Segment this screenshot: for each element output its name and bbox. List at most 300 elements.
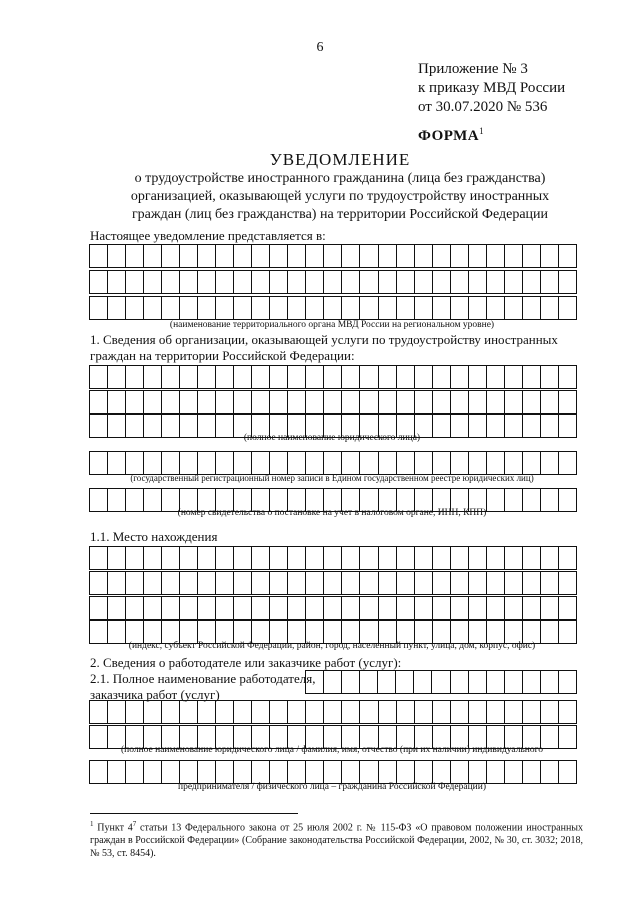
input-cell[interactable]	[234, 245, 252, 267]
input-cell[interactable]	[433, 391, 451, 413]
input-cell[interactable]	[252, 366, 270, 388]
input-cell[interactable]	[487, 245, 505, 267]
input-cell[interactable]	[469, 547, 487, 569]
input-cell[interactable]	[469, 621, 487, 643]
input-cell[interactable]	[487, 671, 505, 693]
input-cell[interactable]	[180, 547, 198, 569]
input-cell[interactable]	[433, 245, 451, 267]
input-cell[interactable]	[144, 297, 162, 319]
input-cell[interactable]	[252, 245, 270, 267]
input-cell[interactable]	[324, 761, 342, 783]
input-cell[interactable]	[360, 271, 378, 293]
input-cell[interactable]	[234, 572, 252, 594]
input-cell[interactable]	[397, 572, 415, 594]
input-cell[interactable]	[414, 671, 432, 693]
input-cell[interactable]	[90, 597, 108, 619]
input-cell[interactable]	[252, 597, 270, 619]
input-cell[interactable]	[198, 597, 216, 619]
input-cell[interactable]	[451, 621, 469, 643]
input-cell[interactable]	[505, 572, 523, 594]
input-cell[interactable]	[216, 245, 234, 267]
address-grid-2[interactable]	[89, 571, 577, 595]
input-cell[interactable]	[288, 366, 306, 388]
input-cell[interactable]	[270, 621, 288, 643]
address-grid-1[interactable]	[89, 546, 577, 570]
input-cell[interactable]	[342, 701, 360, 723]
input-cell[interactable]	[144, 761, 162, 783]
input-cell[interactable]	[198, 621, 216, 643]
input-cell[interactable]	[379, 391, 397, 413]
input-cell[interactable]	[198, 761, 216, 783]
input-cell[interactable]	[397, 245, 415, 267]
input-cell[interactable]	[162, 452, 180, 474]
input-cell[interactable]	[415, 366, 433, 388]
input-cell[interactable]	[288, 391, 306, 413]
input-cell[interactable]	[541, 701, 559, 723]
input-cell[interactable]	[559, 366, 576, 388]
input-cell[interactable]	[162, 621, 180, 643]
input-cell[interactable]	[162, 271, 180, 293]
input-cell[interactable]	[180, 701, 198, 723]
input-cell[interactable]	[451, 366, 469, 388]
input-cell[interactable]	[523, 671, 541, 693]
input-cell[interactable]	[487, 621, 505, 643]
input-cell[interactable]	[324, 671, 342, 693]
input-cell[interactable]	[360, 701, 378, 723]
input-cell[interactable]	[433, 366, 451, 388]
input-cell[interactable]	[126, 547, 144, 569]
input-cell[interactable]	[505, 366, 523, 388]
input-cell[interactable]	[559, 547, 576, 569]
input-cell[interactable]	[126, 297, 144, 319]
input-cell[interactable]	[559, 701, 576, 723]
input-cell[interactable]	[379, 572, 397, 594]
input-cell[interactable]	[288, 761, 306, 783]
input-cell[interactable]	[108, 761, 126, 783]
input-cell[interactable]	[379, 761, 397, 783]
input-cell[interactable]	[306, 597, 324, 619]
input-cell[interactable]	[144, 597, 162, 619]
input-cell[interactable]	[234, 621, 252, 643]
input-cell[interactable]	[433, 547, 451, 569]
input-cell[interactable]	[216, 701, 234, 723]
input-cell[interactable]	[324, 366, 342, 388]
input-cell[interactable]	[397, 547, 415, 569]
input-cell[interactable]	[432, 671, 450, 693]
ogrn-grid[interactable]	[89, 451, 577, 475]
input-cell[interactable]	[288, 572, 306, 594]
input-cell[interactable]	[144, 245, 162, 267]
input-cell[interactable]	[252, 761, 270, 783]
input-cell[interactable]	[342, 297, 360, 319]
input-cell[interactable]	[379, 452, 397, 474]
input-cell[interactable]	[342, 621, 360, 643]
input-cell[interactable]	[505, 391, 523, 413]
input-cell[interactable]	[487, 366, 505, 388]
input-cell[interactable]	[505, 245, 523, 267]
input-cell[interactable]	[270, 761, 288, 783]
input-cell[interactable]	[433, 452, 451, 474]
input-cell[interactable]	[469, 391, 487, 413]
input-cell[interactable]	[360, 671, 378, 693]
input-cell[interactable]	[288, 547, 306, 569]
input-cell[interactable]	[108, 452, 126, 474]
input-cell[interactable]	[216, 366, 234, 388]
input-cell[interactable]	[505, 701, 523, 723]
input-cell[interactable]	[252, 271, 270, 293]
input-cell[interactable]	[90, 761, 108, 783]
input-cell[interactable]	[451, 597, 469, 619]
input-cell[interactable]	[342, 245, 360, 267]
input-cell[interactable]	[433, 271, 451, 293]
input-cell[interactable]	[144, 621, 162, 643]
input-cell[interactable]	[270, 366, 288, 388]
input-cell[interactable]	[451, 391, 469, 413]
input-cell[interactable]	[162, 701, 180, 723]
input-cell[interactable]	[90, 297, 108, 319]
input-cell[interactable]	[342, 761, 360, 783]
input-cell[interactable]	[541, 761, 559, 783]
territorial-organ-grid-2[interactable]	[89, 270, 577, 294]
input-cell[interactable]	[324, 245, 342, 267]
input-cell[interactable]	[216, 452, 234, 474]
input-cell[interactable]	[541, 547, 559, 569]
input-cell[interactable]	[252, 452, 270, 474]
input-cell[interactable]	[360, 547, 378, 569]
input-cell[interactable]	[505, 297, 523, 319]
input-cell[interactable]	[559, 452, 576, 474]
input-cell[interactable]	[523, 366, 541, 388]
input-cell[interactable]	[90, 572, 108, 594]
employer-name-grid-inline[interactable]	[305, 670, 577, 694]
input-cell[interactable]	[523, 572, 541, 594]
input-cell[interactable]	[379, 245, 397, 267]
input-cell[interactable]	[234, 297, 252, 319]
input-cell[interactable]	[234, 761, 252, 783]
input-cell[interactable]	[180, 366, 198, 388]
input-cell[interactable]	[180, 391, 198, 413]
input-cell[interactable]	[306, 271, 324, 293]
input-cell[interactable]	[487, 597, 505, 619]
input-cell[interactable]	[469, 297, 487, 319]
input-cell[interactable]	[415, 271, 433, 293]
input-cell[interactable]	[252, 547, 270, 569]
input-cell[interactable]	[415, 572, 433, 594]
input-cell[interactable]	[541, 671, 559, 693]
input-cell[interactable]	[469, 366, 487, 388]
input-cell[interactable]	[252, 572, 270, 594]
input-cell[interactable]	[324, 271, 342, 293]
input-cell[interactable]	[523, 621, 541, 643]
input-cell[interactable]	[342, 452, 360, 474]
input-cell[interactable]	[451, 271, 469, 293]
input-cell[interactable]	[108, 366, 126, 388]
input-cell[interactable]	[162, 547, 180, 569]
input-cell[interactable]	[559, 597, 576, 619]
input-cell[interactable]	[541, 597, 559, 619]
input-cell[interactable]	[559, 271, 576, 293]
legal-entity-name-grid-2[interactable]	[89, 390, 577, 414]
input-cell[interactable]	[90, 271, 108, 293]
input-cell[interactable]	[180, 452, 198, 474]
input-cell[interactable]	[324, 452, 342, 474]
input-cell[interactable]	[487, 297, 505, 319]
input-cell[interactable]	[559, 245, 576, 267]
input-cell[interactable]	[469, 597, 487, 619]
input-cell[interactable]	[505, 621, 523, 643]
input-cell[interactable]	[559, 572, 576, 594]
input-cell[interactable]	[433, 761, 451, 783]
input-cell[interactable]	[108, 701, 126, 723]
input-cell[interactable]	[162, 761, 180, 783]
input-cell[interactable]	[379, 366, 397, 388]
input-cell[interactable]	[144, 547, 162, 569]
input-cell[interactable]	[469, 701, 487, 723]
input-cell[interactable]	[288, 597, 306, 619]
input-cell[interactable]	[559, 761, 576, 783]
input-cell[interactable]	[126, 621, 144, 643]
input-cell[interactable]	[270, 701, 288, 723]
input-cell[interactable]	[180, 245, 198, 267]
input-cell[interactable]	[360, 366, 378, 388]
input-cell[interactable]	[487, 547, 505, 569]
input-cell[interactable]	[342, 547, 360, 569]
input-cell[interactable]	[270, 245, 288, 267]
input-cell[interactable]	[306, 452, 324, 474]
input-cell[interactable]	[415, 597, 433, 619]
input-cell[interactable]	[288, 271, 306, 293]
input-cell[interactable]	[270, 271, 288, 293]
input-cell[interactable]	[126, 452, 144, 474]
input-cell[interactable]	[523, 761, 541, 783]
input-cell[interactable]	[541, 366, 559, 388]
input-cell[interactable]	[342, 366, 360, 388]
input-cell[interactable]	[108, 597, 126, 619]
input-cell[interactable]	[162, 297, 180, 319]
input-cell[interactable]	[216, 391, 234, 413]
input-cell[interactable]	[108, 297, 126, 319]
input-cell[interactable]	[198, 297, 216, 319]
input-cell[interactable]	[126, 572, 144, 594]
input-cell[interactable]	[415, 245, 433, 267]
input-cell[interactable]	[270, 597, 288, 619]
input-cell[interactable]	[415, 452, 433, 474]
input-cell[interactable]	[505, 271, 523, 293]
input-cell[interactable]	[559, 297, 576, 319]
legal-entity-name-grid-1[interactable]	[89, 365, 577, 389]
input-cell[interactable]	[198, 366, 216, 388]
input-cell[interactable]	[108, 245, 126, 267]
input-cell[interactable]	[559, 671, 576, 693]
input-cell[interactable]	[541, 391, 559, 413]
input-cell[interactable]	[523, 245, 541, 267]
input-cell[interactable]	[90, 391, 108, 413]
input-cell[interactable]	[108, 572, 126, 594]
input-cell[interactable]	[162, 245, 180, 267]
input-cell[interactable]	[541, 572, 559, 594]
input-cell[interactable]	[306, 572, 324, 594]
input-cell[interactable]	[306, 366, 324, 388]
input-cell[interactable]	[126, 597, 144, 619]
input-cell[interactable]	[415, 547, 433, 569]
input-cell[interactable]	[433, 701, 451, 723]
input-cell[interactable]	[90, 701, 108, 723]
input-cell[interactable]	[487, 701, 505, 723]
input-cell[interactable]	[541, 452, 559, 474]
input-cell[interactable]	[433, 572, 451, 594]
input-cell[interactable]	[180, 761, 198, 783]
input-cell[interactable]	[234, 701, 252, 723]
input-cell[interactable]	[198, 271, 216, 293]
input-cell[interactable]	[144, 271, 162, 293]
input-cell[interactable]	[469, 271, 487, 293]
input-cell[interactable]	[90, 245, 108, 267]
input-cell[interactable]	[505, 452, 523, 474]
input-cell[interactable]	[378, 671, 396, 693]
input-cell[interactable]	[559, 621, 576, 643]
input-cell[interactable]	[108, 547, 126, 569]
input-cell[interactable]	[306, 671, 324, 693]
input-cell[interactable]	[541, 271, 559, 293]
input-cell[interactable]	[234, 597, 252, 619]
input-cell[interactable]	[523, 297, 541, 319]
input-cell[interactable]	[523, 271, 541, 293]
input-cell[interactable]	[144, 701, 162, 723]
input-cell[interactable]	[397, 271, 415, 293]
input-cell[interactable]	[433, 297, 451, 319]
employer-name-grid-3[interactable]	[89, 760, 577, 784]
input-cell[interactable]	[397, 366, 415, 388]
input-cell[interactable]	[324, 391, 342, 413]
input-cell[interactable]	[379, 621, 397, 643]
input-cell[interactable]	[216, 597, 234, 619]
input-cell[interactable]	[415, 297, 433, 319]
input-cell[interactable]	[541, 297, 559, 319]
input-cell[interactable]	[541, 245, 559, 267]
input-cell[interactable]	[505, 671, 523, 693]
input-cell[interactable]	[397, 701, 415, 723]
input-cell[interactable]	[90, 452, 108, 474]
input-cell[interactable]	[126, 761, 144, 783]
input-cell[interactable]	[234, 547, 252, 569]
input-cell[interactable]	[306, 245, 324, 267]
input-cell[interactable]	[397, 297, 415, 319]
input-cell[interactable]	[324, 621, 342, 643]
input-cell[interactable]	[324, 701, 342, 723]
input-cell[interactable]	[144, 452, 162, 474]
input-cell[interactable]	[360, 452, 378, 474]
input-cell[interactable]	[108, 271, 126, 293]
input-cell[interactable]	[126, 391, 144, 413]
input-cell[interactable]	[324, 572, 342, 594]
input-cell[interactable]	[162, 366, 180, 388]
input-cell[interactable]	[342, 271, 360, 293]
input-cell[interactable]	[198, 452, 216, 474]
input-cell[interactable]	[144, 572, 162, 594]
input-cell[interactable]	[144, 391, 162, 413]
input-cell[interactable]	[379, 547, 397, 569]
input-cell[interactable]	[451, 761, 469, 783]
input-cell[interactable]	[252, 701, 270, 723]
input-cell[interactable]	[523, 597, 541, 619]
input-cell[interactable]	[108, 621, 126, 643]
input-cell[interactable]	[216, 621, 234, 643]
territorial-organ-grid-3[interactable]	[89, 296, 577, 320]
input-cell[interactable]	[270, 572, 288, 594]
input-cell[interactable]	[342, 572, 360, 594]
input-cell[interactable]	[306, 297, 324, 319]
input-cell[interactable]	[342, 597, 360, 619]
input-cell[interactable]	[342, 671, 360, 693]
input-cell[interactable]	[198, 572, 216, 594]
input-cell[interactable]	[270, 297, 288, 319]
input-cell[interactable]	[288, 701, 306, 723]
input-cell[interactable]	[270, 547, 288, 569]
input-cell[interactable]	[415, 391, 433, 413]
input-cell[interactable]	[397, 597, 415, 619]
input-cell[interactable]	[379, 701, 397, 723]
input-cell[interactable]	[360, 297, 378, 319]
input-cell[interactable]	[487, 761, 505, 783]
input-cell[interactable]	[379, 597, 397, 619]
input-cell[interactable]	[487, 452, 505, 474]
input-cell[interactable]	[234, 452, 252, 474]
input-cell[interactable]	[162, 572, 180, 594]
input-cell[interactable]	[306, 761, 324, 783]
territorial-organ-grid-1[interactable]	[89, 244, 577, 268]
input-cell[interactable]	[90, 547, 108, 569]
input-cell[interactable]	[397, 452, 415, 474]
input-cell[interactable]	[469, 452, 487, 474]
input-cell[interactable]	[360, 391, 378, 413]
input-cell[interactable]	[469, 245, 487, 267]
input-cell[interactable]	[126, 366, 144, 388]
input-cell[interactable]	[451, 671, 469, 693]
input-cell[interactable]	[306, 621, 324, 643]
input-cell[interactable]	[198, 547, 216, 569]
input-cell[interactable]	[234, 366, 252, 388]
input-cell[interactable]	[505, 547, 523, 569]
input-cell[interactable]	[306, 391, 324, 413]
input-cell[interactable]	[198, 701, 216, 723]
input-cell[interactable]	[433, 621, 451, 643]
input-cell[interactable]	[90, 621, 108, 643]
input-cell[interactable]	[469, 572, 487, 594]
input-cell[interactable]	[397, 391, 415, 413]
input-cell[interactable]	[234, 271, 252, 293]
input-cell[interactable]	[523, 452, 541, 474]
input-cell[interactable]	[288, 297, 306, 319]
input-cell[interactable]	[487, 572, 505, 594]
input-cell[interactable]	[162, 391, 180, 413]
input-cell[interactable]	[379, 271, 397, 293]
input-cell[interactable]	[216, 297, 234, 319]
input-cell[interactable]	[180, 621, 198, 643]
input-cell[interactable]	[396, 671, 414, 693]
input-cell[interactable]	[415, 701, 433, 723]
input-cell[interactable]	[360, 597, 378, 619]
input-cell[interactable]	[451, 701, 469, 723]
input-cell[interactable]	[126, 701, 144, 723]
input-cell[interactable]	[144, 366, 162, 388]
input-cell[interactable]	[342, 391, 360, 413]
input-cell[interactable]	[505, 761, 523, 783]
input-cell[interactable]	[451, 297, 469, 319]
input-cell[interactable]	[505, 597, 523, 619]
address-grid-3[interactable]	[89, 596, 577, 620]
employer-name-grid-1[interactable]	[89, 700, 577, 724]
input-cell[interactable]	[180, 572, 198, 594]
